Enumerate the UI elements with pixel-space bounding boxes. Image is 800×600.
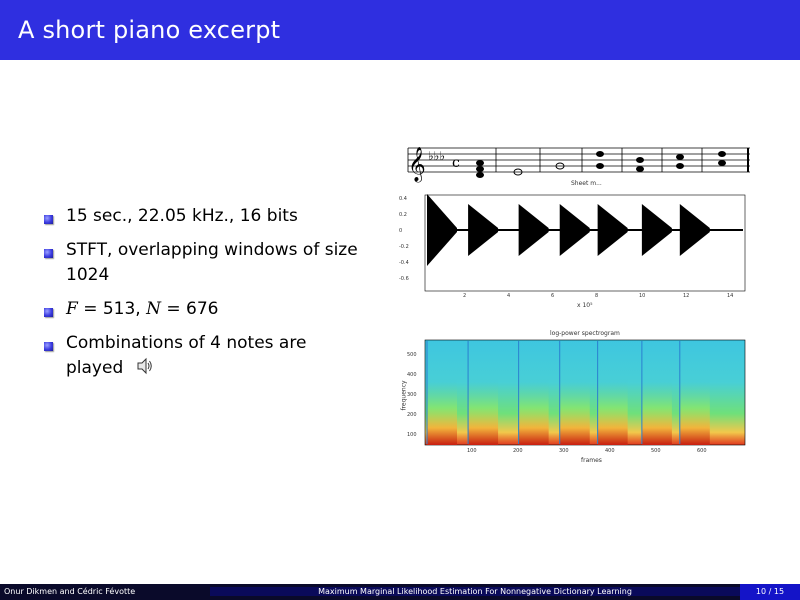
waveform-y-tick: 0 — [399, 228, 403, 234]
bullet-text: 15 sec., 22.05 kHz., 16 bits — [66, 206, 298, 226]
footer-authors: Onur Dikmen and Cédric Févotte — [4, 587, 136, 596]
waveform-x-tick: 8 — [595, 293, 599, 299]
spectrogram-x-tick: 600 — [697, 448, 707, 454]
spectrogram-note-burst — [468, 377, 498, 445]
bullet-marker-icon — [44, 342, 53, 351]
score-caption: Sheet m... — [571, 180, 602, 187]
waveform-xlabel: x 10⁵ — [577, 302, 593, 309]
waveform-x-tick: 12 — [683, 293, 690, 299]
footer-bar — [0, 584, 800, 600]
bullet-marker-icon — [44, 215, 53, 224]
waveform-plot — [395, 190, 755, 300]
spectrogram-y-tick: 500 — [407, 352, 417, 358]
spectrogram-x-tick: 400 — [605, 448, 615, 454]
spectrogram-note-burst — [680, 377, 710, 445]
title-bar — [0, 0, 800, 60]
bullet-text: Combinations of 4 notes are played — [66, 333, 307, 378]
spectrogram-x-tick: 300 — [559, 448, 569, 454]
math-symbol-f: F — [66, 299, 78, 319]
spectrogram-note-burst — [519, 377, 549, 445]
spectrogram-y-tick: 300 — [407, 392, 417, 398]
spectrogram-y-tick: 100 — [407, 432, 417, 438]
spectrogram-x-tick: 100 — [467, 448, 477, 454]
waveform-y-tick: 0.4 — [399, 196, 407, 202]
bullet-marker-icon — [44, 308, 53, 317]
spectrogram-note-burst — [598, 377, 628, 445]
spectrogram-plot — [395, 337, 755, 452]
sheet-music — [400, 140, 755, 185]
math-equation-f: = 513, — [77, 299, 147, 319]
bullet-item — [40, 297, 360, 322]
slide-title: A short piano excerpt — [18, 16, 281, 44]
bullet-list — [40, 204, 360, 392]
footer-page-number: 10 / 15 — [740, 584, 800, 600]
math-symbol-n: N — [146, 299, 161, 319]
spectrogram-y-tick: 200 — [407, 412, 417, 418]
waveform-x-tick: 14 — [727, 293, 734, 299]
math-equation-n: = 676 — [160, 299, 219, 319]
waveform-x-tick: 6 — [551, 293, 555, 299]
bullet-marker-icon — [44, 249, 53, 258]
bullet-item — [40, 331, 360, 383]
footer-talk-title: Maximum Marginal Likelihood Estimation For Nonnegative Dictionary Learning — [210, 587, 740, 596]
spectrogram-note-burst — [427, 377, 457, 445]
spectrogram-x-tick: 200 — [513, 448, 523, 454]
svg-text:c: c — [452, 155, 460, 171]
waveform-x-tick: 2 — [463, 293, 467, 299]
spectrogram-x-tick: 500 — [651, 448, 661, 454]
waveform-x-tick: 10 — [639, 293, 646, 299]
svg-text:♭♭♭: ♭♭♭ — [428, 149, 445, 163]
spectrogram-xlabel: frames — [581, 457, 602, 464]
waveform-y-tick: 0.2 — [399, 212, 407, 218]
spectrogram-y-tick: 400 — [407, 372, 417, 378]
bullet-item — [40, 238, 360, 288]
waveform-x-tick: 4 — [507, 293, 511, 299]
waveform-y-tick: -0.6 — [399, 276, 409, 282]
bullet-item — [40, 204, 360, 229]
bullet-text: STFT, overlapping windows of size 1024 — [66, 240, 358, 285]
speaker-icon[interactable] — [137, 357, 153, 383]
waveform-y-tick: -0.2 — [399, 244, 409, 250]
spectrogram-caption: log-power spectrogram — [550, 330, 620, 337]
spectrogram-note-burst — [560, 377, 590, 445]
waveform-y-tick: -0.4 — [399, 260, 409, 266]
treble-clef-icon: 𝄞 — [408, 147, 426, 182]
figure-panel — [395, 130, 760, 475]
spectrogram-ylabel: frequency — [400, 380, 408, 411]
spectrogram-note-burst — [642, 377, 672, 445]
